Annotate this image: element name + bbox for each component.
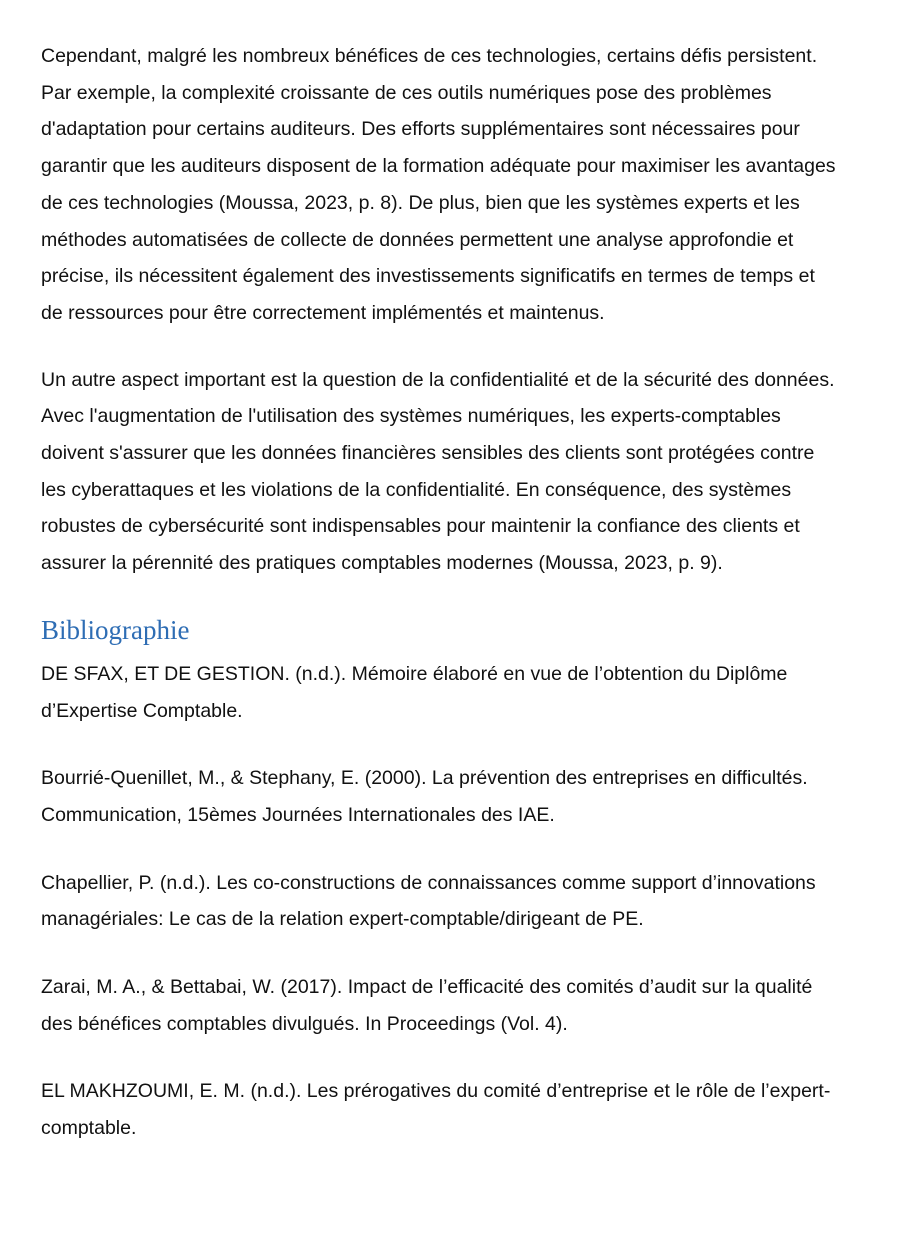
bibliography-entry: DE SFAX, ET DE GESTION. (n.d.). Mémoire élaboré en vue de l’obtention du Diplôme d’Expertise Comptable. [41, 662, 788, 722]
body-paragraph-challenges: Cependant, malgré les nombreux bénéfices de ces technologies, certains défis persistent. Par exemple, la complexité croissante de ces outils numériques pose des problèmes d'adaptation pour certains auditeurs. Des efforts supplémentaires sont nécessaires pour garantir que les auditeurs disposent de la formation adéquate pour maximiser les avantages de ces technologies (Moussa, 2023, p. 8). De plus, bien que les systèmes experts et les méthodes automatisées de collecte de données permettent une analyse approfondie et précise, ils nécessitent également des investissements significatifs en termes de temps et de ressources pour être correctement implémentés et maintenus. [41, 45, 836, 324]
bibliography-entry: EL MAKHZOUMI, E. M. (n.d.). Les prérogatives du comité d’entreprise et le rôle de l’expert-comptable. [41, 1080, 831, 1140]
bibliography-list [41, 656, 841, 1147]
bibliography-entry: Zarai, M. A., & Bettabai, W. (2017). Impact de l’efficacité des comités d’audit sur la qualité des bénéfices comptables divulgués. In Proceedings (Vol. 4). [41, 976, 813, 1035]
body-paragraph-confidentiality: Un autre aspect important est la question de la confidentialité et de la sécurité des données. Avec l'augmentation de l'utilisation des systèmes numériques, les experts-comptables doivent s'assurer que les données financières sensibles des clients sont protégées contre les cyberattaques et les violations de la confidentialité. En conséquence, des systèmes robustes de cybersécurité sont indispensables pour maintenir la confiance des clients et assurer la pérennité des pratiques comptables modernes (Moussa, 2023, p. 9). [41, 368, 835, 575]
bibliography-heading: Bibliographie [41, 614, 190, 645]
document-page [41, 38, 841, 1178]
bibliography-entry: Bourrié-Quenillet, M., & Stephany, E. (2000). La prévention des entreprises en difficultés. Communication, 15èmes Journées Internationales des IAE. [41, 767, 808, 826]
bibliography-entry: Chapellier, P. (n.d.). Les co-constructions de connaissances comme support d’innovations managériales: Le cas de la relation expert-comptable/dirigeant de PE. [41, 871, 816, 931]
